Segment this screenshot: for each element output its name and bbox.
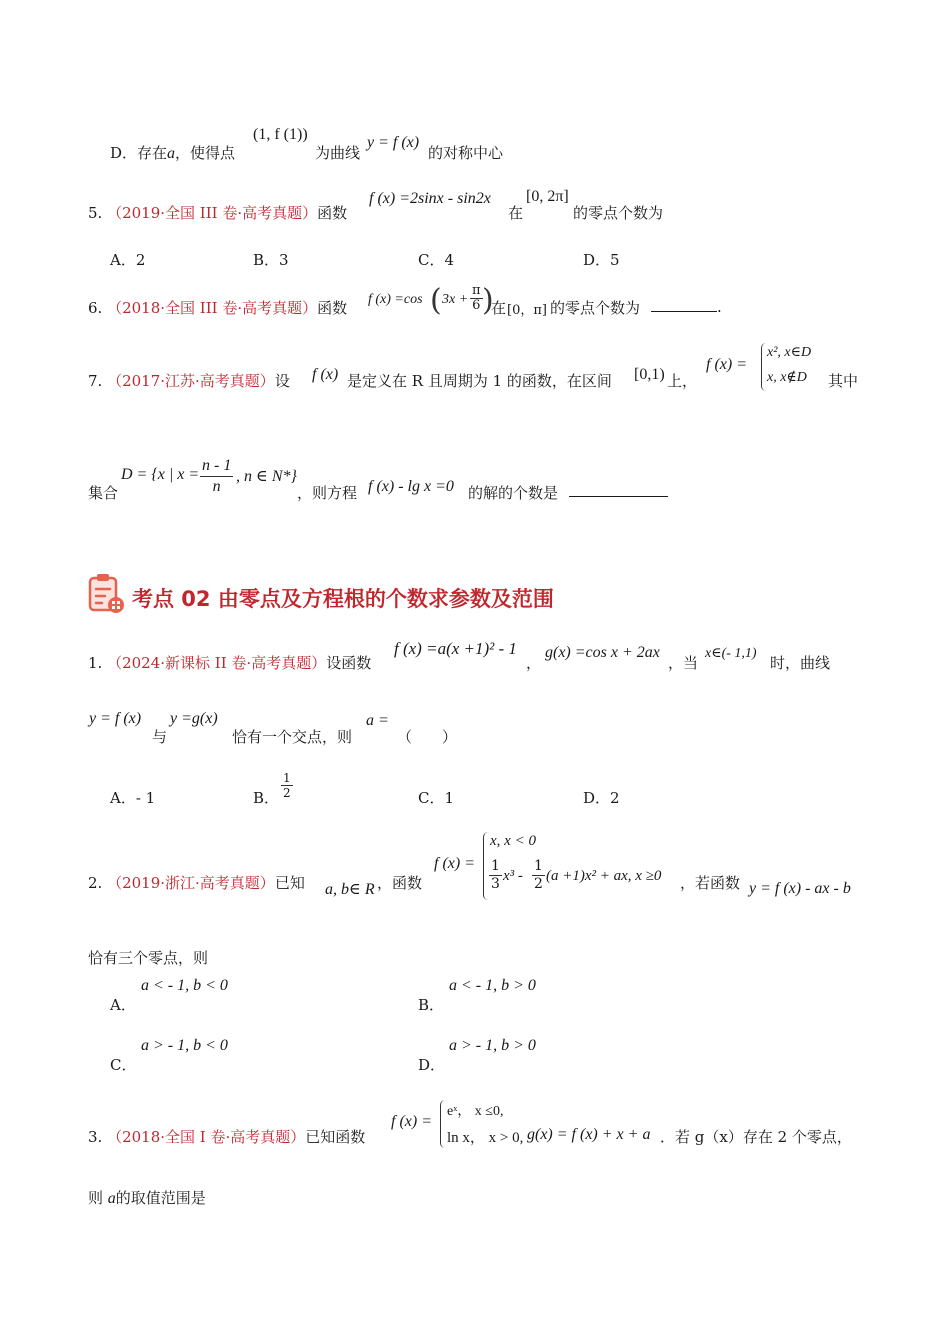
option-d: D． (418, 1056, 446, 1074)
text: 其中 (828, 372, 859, 390)
section-title: 考点 02 由零点及方程根的个数求参数及范围 (132, 587, 554, 611)
fraction (532, 858, 545, 893)
fx-expr: f (x) = (391, 1113, 432, 1130)
text: 已知 (274, 874, 305, 892)
text: 的零点个数为 (550, 299, 641, 317)
curve-g: y =g(x) (170, 710, 218, 727)
curve-f: y = f (x) (89, 710, 142, 727)
brace (483, 832, 488, 900)
option-b: B．3 (253, 251, 289, 269)
text: ，则方程 (297, 484, 358, 502)
g-expr: g(x) =cos x + 2ax (545, 644, 660, 661)
point-expr: (1, f (1)) (253, 126, 308, 143)
range-expr: x∈(- 1,1) (705, 646, 757, 661)
text: ．若 g（x）存在 2 个零点， (660, 1128, 852, 1146)
question-number: 6. (88, 299, 103, 317)
case-2: ln x， x > 0, (447, 1130, 524, 1146)
option-c: C． (110, 1056, 137, 1074)
s2-question-3 (88, 1126, 365, 1147)
interval-expr: [0，π] (507, 303, 547, 318)
option-a: A．- 1 (110, 789, 156, 807)
option-c-expr: a > - 1, b < 0 (141, 1037, 228, 1054)
text: ，当 (668, 654, 699, 672)
option-a-expr: a < - 1, b < 0 (141, 977, 228, 994)
clipboard-icon (87, 572, 125, 614)
text: 的解的个数是 (468, 484, 559, 502)
question-6 (88, 297, 347, 318)
brace (440, 1100, 445, 1148)
text: ， (526, 654, 542, 672)
text: 已知函数 (305, 1128, 366, 1146)
question-7 (88, 370, 290, 391)
source-tag: （2024·新课标 II 卷·高考真题） (107, 654, 327, 672)
option-d: D．2 (583, 789, 620, 807)
numerator: π (472, 283, 481, 298)
interval-expr: [0, 2π] (526, 188, 569, 205)
text: 恰有三个零点，则 (88, 949, 209, 967)
case-2: x, x∉D (767, 370, 807, 385)
question-number: 7. (88, 372, 103, 390)
a-eq: a = (366, 712, 389, 729)
denominator: 2 (534, 876, 543, 892)
numerator: 1 (491, 858, 500, 874)
text: ，若函数 (680, 874, 741, 892)
function-expr: f (x) =cos (368, 292, 423, 307)
fraction (200, 456, 233, 497)
g-expr: g(x) = f (x) + x + a (527, 1126, 651, 1143)
text: 集合 (88, 484, 119, 502)
s2-question-2 (88, 872, 305, 893)
text: 与 (152, 728, 168, 746)
set-expr: D = {x | x = (121, 466, 200, 483)
fdef-expr: f (x) = (706, 356, 747, 373)
denominator: n (212, 478, 221, 495)
text: ，使得点 (175, 144, 236, 162)
text: 的零点个数为 (573, 204, 664, 222)
question-number: 1. (88, 654, 103, 672)
option-label: D．存在 (110, 144, 168, 162)
s2q3-line-2 (88, 1187, 206, 1208)
text: 则 (88, 1189, 104, 1207)
fx-expr: f (x) (312, 366, 339, 383)
source-tag: （2017·江苏·高考真题） (107, 372, 275, 390)
right-paren: ) (482, 283, 494, 318)
answer-paren[interactable]: （ ） (397, 728, 458, 746)
question-number: 5. (88, 204, 103, 222)
option-a: A． (110, 996, 136, 1014)
question-5 (88, 202, 347, 223)
ab-expr: a, b∈ R (325, 881, 375, 898)
fx-expr: f (x) = (434, 855, 475, 872)
y-expr: y = f (x) - ax - b (749, 880, 851, 897)
var-a: a (167, 145, 176, 162)
answer-blank[interactable] (651, 297, 722, 316)
fraction (281, 771, 293, 800)
text: 为曲线 (315, 144, 361, 162)
answer-blank[interactable] (569, 482, 668, 501)
f-expr: f (x) =a(x +1)² - 1 (394, 639, 517, 658)
source-tag: （2019·浙江·高考真题） (107, 874, 275, 892)
text: 上， (667, 372, 698, 390)
function-expr: 3x + (442, 292, 469, 307)
option-a: A．2 (110, 251, 146, 269)
var-a: a (107, 1190, 116, 1207)
text: 函数 (317, 204, 348, 222)
source-tag: （2018·全国 I 卷·高考真题） (107, 1128, 306, 1146)
option-c: C．4 (418, 251, 455, 269)
source-tag: （2018·全国 III 卷·高考真题） (107, 299, 318, 317)
text: 设 (274, 372, 290, 390)
text: 在 (508, 204, 524, 222)
denominator: 3 (491, 876, 500, 892)
interval-expr: [0,1) (634, 366, 665, 383)
left-paren: ( (430, 283, 442, 318)
function-expr: f (x) =2sinx - sin2x (369, 190, 491, 207)
option-b: B． (418, 996, 445, 1014)
option-c: C．1 (418, 789, 455, 807)
question-number: 2. (88, 874, 103, 892)
denominator: 6 (472, 298, 481, 313)
text: 的取值范围是 (115, 1189, 206, 1207)
option-b: B． (253, 789, 280, 807)
numerator: 1 (283, 771, 291, 785)
text: 设函数 (326, 654, 372, 672)
fraction (489, 858, 502, 893)
case-1: x², x∈D (767, 345, 812, 360)
case-2: x³ - (503, 868, 523, 884)
numerator: 1 (534, 858, 543, 874)
numerator: n - 1 (200, 456, 233, 477)
option-b-expr: a < - 1, b > 0 (449, 977, 536, 994)
text: 在 (491, 299, 507, 317)
case-2: (a +1)x² + ax, x ≥0 (546, 868, 662, 884)
question-number: 3. (88, 1128, 103, 1146)
source-tag: （2019·全国 III 卷·高考真题） (107, 204, 318, 222)
fraction (470, 284, 483, 313)
equation-expr: f (x) - lg x =0 (368, 478, 454, 495)
option-d-expr: a > - 1, b > 0 (449, 1037, 536, 1054)
q4-option-d (110, 142, 235, 163)
curve-expr: y = f (x) (367, 134, 420, 151)
s2-question-1 (88, 652, 371, 673)
brace (761, 343, 766, 391)
period: . (717, 298, 722, 316)
text: 恰有一个交点，则 (232, 728, 353, 746)
text: ，函数 (377, 874, 423, 892)
text: 函数 (317, 299, 348, 317)
set-expr: , n ∈ N*} (236, 468, 297, 485)
case-1: x, x < 0 (490, 833, 536, 849)
case-1: eˣ， x ≤0, (447, 1104, 504, 1119)
option-d: D．5 (583, 251, 620, 269)
text: 的对称中心 (428, 144, 504, 162)
text: 是定义在 R 且周期为 1 的函数，在区间 (347, 372, 612, 390)
denominator: 2 (283, 786, 291, 800)
text: 时，曲线 (770, 654, 831, 672)
